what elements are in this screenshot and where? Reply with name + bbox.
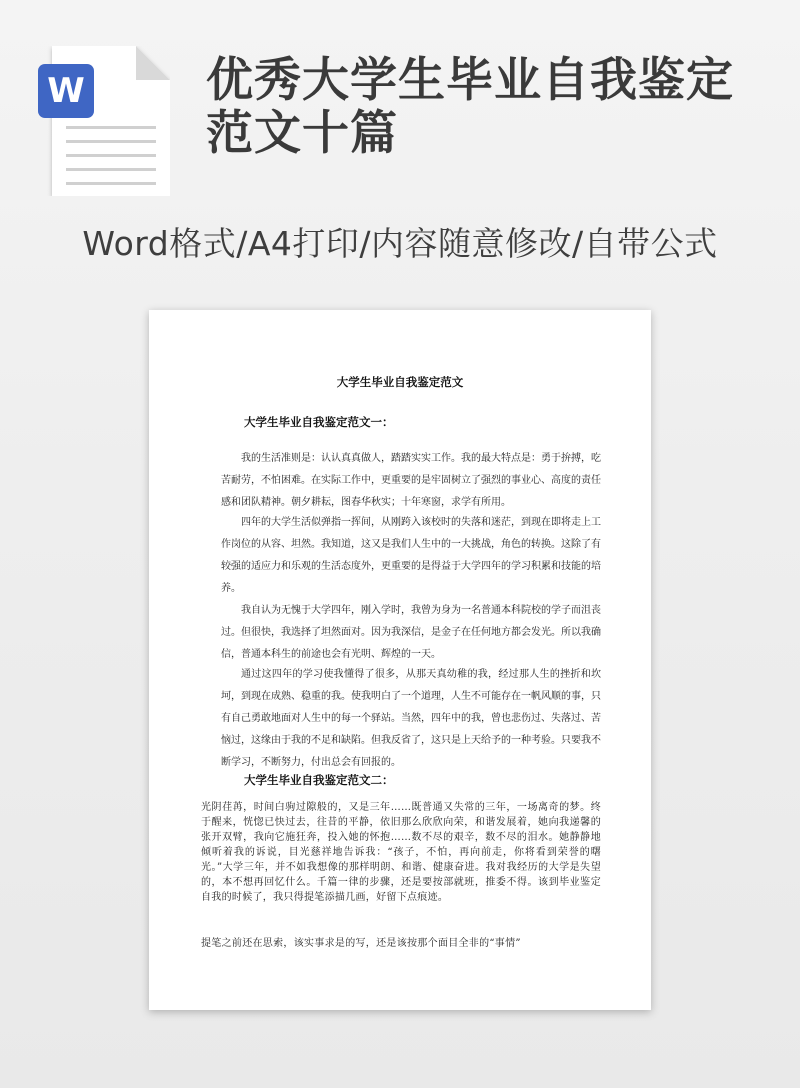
page-subtitle: Word格式/A4打印/内容随意修改/自带公式 (82, 224, 718, 263)
paragraph: 提笔之前还在思索，该实事求是的写，还是该按那个面目全非的“事情” (201, 938, 521, 949)
section-heading-1: 大学生毕业自我鉴定范文一： (244, 415, 394, 429)
section-heading-2: 大学生毕业自我鉴定范文二： (244, 773, 394, 787)
paragraph: 通过这四年的学习使我懂得了很多，从那天真幼稚的我，经过那人生的挫折和坎坷，到现在成熟、稳重的我。使我明白了一个道理，人生不可能存在一帆风顺的事，只有自己勇敢地面对人生中的每一个驿站。当然，四年中的我，曾也悲伤过、失落过、苦恼过，这缘由于我的不足和缺陷。但我反省了，这只是上天给予的一种考验。只要我不断学习，不断努力，付出总会有回报的。 (221, 669, 601, 768)
word-logo-letter: W (47, 71, 85, 111)
paragraph: 我自认为无愧于大学四年，刚入学时，我曾为身为一名普通本科院校的学子而沮丧过。但很快，我选择了坦然面对。因为我深信，是金子在任何地方都会发光。所以我确信，普通本科生的前途也会有光明、辉煌的一天。 (221, 605, 601, 660)
document-title: 大学生毕业自我鉴定范文 (336, 375, 464, 389)
paragraph: 光阴荏苒，时间白驹过隙般的，又是三年……既普通又失常的三年，一场离奇的梦。终于醒来，恍惚已快过去，往昔的平静，依旧那么欣欣向荣，和谐发展着，她向我递馨的张开双臂，我向它施狂奔，投入她的怀抱……数不尽的艰辛，数不尽的泪水。她静静地倾听着我的诉说，目光慈祥地告诉我：“孩子，不怕，再向前走，你将看到荣誉的曙光。”大学三年，并不如我想像的那样明朗、和谐、健康奋进。我对我经历的大学是失望的，本不想再回忆什么。千篇一律的步骤，还是要按部就班，推委不得。该到毕业鉴定自我的时候了，我只得提笔添描几画，好留下点痕迹。 (201, 802, 601, 903)
page-title: 优秀大学生毕业自我鉴定范文十篇 (206, 53, 734, 161)
document-page (149, 310, 651, 1010)
paragraph: 四年的大学生活似弹指一挥间，从刚跨入该校时的失落和迷茫，到现在即将走上工作岗位的从容、坦然。我知道，这又是我们人生中的一大挑战，角色的转换。这除了有较强的适应力和乐观的生活态度外，更重要的是得益于大学四年的学习积累和技能的培养。 (221, 517, 601, 594)
word-document-icon (38, 46, 170, 196)
paragraph: 我的生活准则是：认认真真做人，踏踏实实工作。我的最大特点是：勇于拚搏，吃苦耐劳，不怕困难。在实际工作中，更重要的是牢固树立了强烈的事业心、高度的责任感和团队精神。朝夕耕耘，图春华秋实；十年寒窗，求学有所用。 (221, 453, 601, 508)
